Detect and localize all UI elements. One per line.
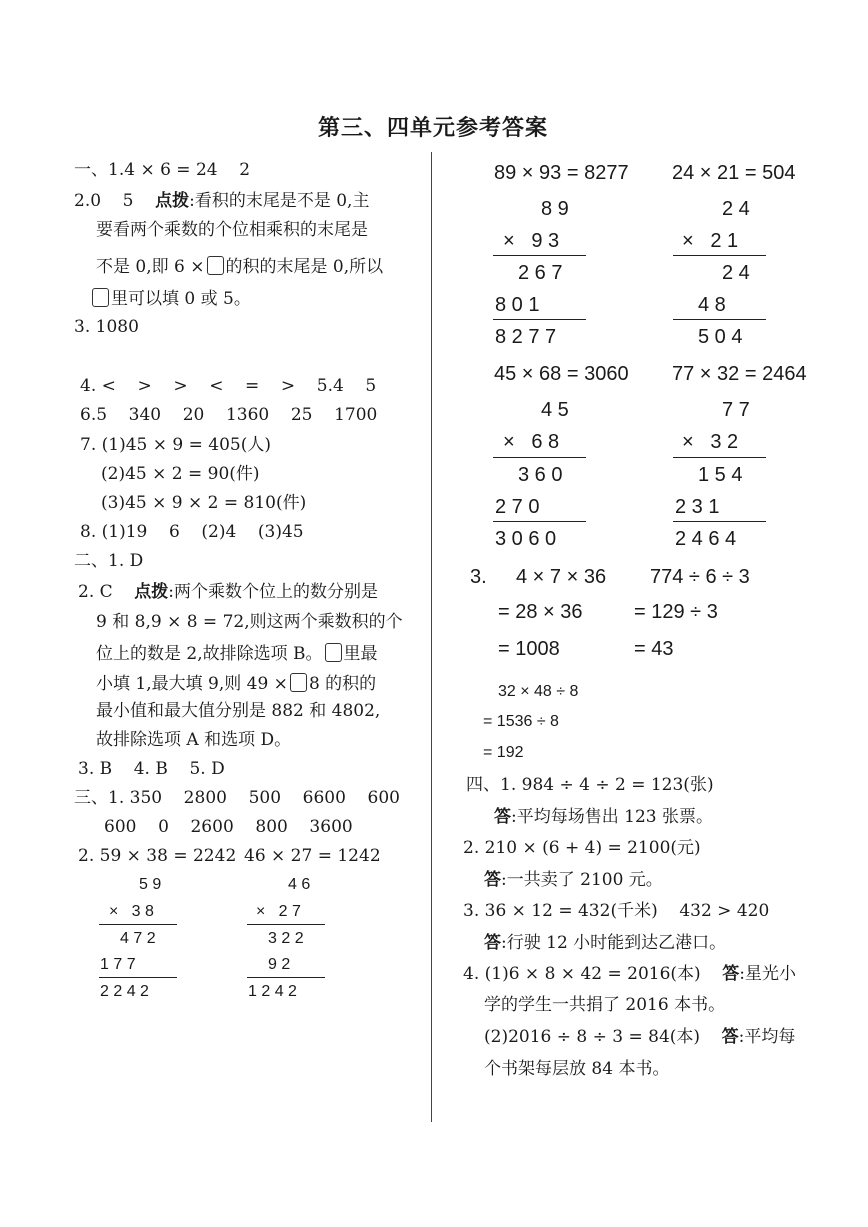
multiplicand: 8 9 xyxy=(541,198,569,220)
multiplier: × 9 3 xyxy=(503,230,560,252)
answer-text: 小填 1,最大填 9,则 49 × xyxy=(96,674,288,694)
answer-3-2a: 2. 59 × 38 = 2242 xyxy=(78,846,237,866)
answer-text: 里可以填 0 或 5。 xyxy=(111,289,251,309)
answer-text: 不是 0,即 6 × xyxy=(96,257,205,277)
calc-step: = 1536 ÷ 8 xyxy=(483,713,559,730)
answer-4-1: 四、1. 984 ÷ 4 ÷ 2 = 123(张) xyxy=(466,775,714,795)
answer-label: 答 xyxy=(484,870,501,890)
rule-line xyxy=(673,255,766,256)
answer-label: 答 xyxy=(721,1027,739,1047)
partial-product: 4 8 xyxy=(698,294,726,316)
column-divider xyxy=(431,152,432,1122)
answer-1-3: 3. 1080 xyxy=(74,317,139,337)
answer-1-8: 8. (1)19 6 (2)4 (3)45 xyxy=(80,522,304,542)
partial-product: 2 3 1 xyxy=(675,496,720,518)
multiplier: × 6 8 xyxy=(503,431,560,453)
rule-line xyxy=(673,457,766,458)
partial-product: 3 2 2 xyxy=(268,930,304,947)
rule-line xyxy=(99,924,177,925)
rule-line xyxy=(493,521,586,522)
multiplicand: 4 6 xyxy=(288,876,311,893)
answer-line xyxy=(484,872,663,889)
answer-line: 学的学生一共捐了 2016 本书。 xyxy=(484,995,726,1015)
product: 5 0 4 xyxy=(698,326,743,348)
rule-line xyxy=(493,457,586,458)
answer-1-6: 6.5 340 20 1360 25 1700 xyxy=(80,405,378,425)
equation: 89 × 93 = 8277 xyxy=(494,162,629,184)
multiplier: × 3 2 xyxy=(682,431,739,453)
partial-product: 2 6 7 xyxy=(518,262,563,284)
blank-box xyxy=(325,643,342,662)
answer-text: (2)2016 ÷ 8 ÷ 3 = 84(本) xyxy=(484,1027,701,1047)
equation: 24 × 21 = 504 xyxy=(672,162,796,184)
product: 3 0 6 0 xyxy=(495,528,557,550)
answer-text: 2. C xyxy=(78,582,135,602)
answer-4-4 xyxy=(463,966,796,983)
product: 1 2 4 2 xyxy=(248,983,297,1000)
answer-2-1: 二、1. D xyxy=(74,551,144,571)
equation: 77 × 32 = 2464 xyxy=(672,363,807,385)
answer-text: :行驶 12 小时能到达乙港口。 xyxy=(501,933,727,953)
product: 2 2 4 2 xyxy=(100,983,149,1000)
calc-step: 32 × 48 ÷ 8 xyxy=(498,683,579,700)
rule-line xyxy=(493,255,586,256)
answer-line xyxy=(96,673,376,693)
multiplicand: 7 7 xyxy=(722,399,750,421)
answer-line xyxy=(484,1029,795,1046)
answer-1-1: 一、1.4 × 6 = 24 2 xyxy=(74,160,251,180)
answer-line xyxy=(96,643,378,663)
partial-product: 2 7 0 xyxy=(495,496,540,518)
rule-line xyxy=(673,521,766,522)
multiplicand: 4 5 xyxy=(541,399,569,421)
partial-product: 4 7 2 xyxy=(120,930,156,947)
blank-box xyxy=(290,673,307,692)
answer-line xyxy=(92,288,251,308)
answer-text: 2.0 5 xyxy=(74,191,156,211)
answer-text: 8 的积的 xyxy=(308,674,377,694)
answer-1-7: 7. (1)45 × 9 = 405(人) xyxy=(80,435,271,455)
answer-line: 600 0 2600 800 3600 xyxy=(104,817,353,837)
answer-text: :星光小 xyxy=(739,964,797,984)
calc-step: 774 ÷ 6 ÷ 3 xyxy=(650,566,750,588)
answer-label: 答 xyxy=(722,964,740,984)
multiplier: × 2 1 xyxy=(682,230,739,252)
answer-text: 4. (1)6 × 8 × 42 = 2016(本) xyxy=(463,964,701,984)
product: 8 2 7 7 xyxy=(495,326,557,348)
answer-line: (3)45 × 9 × 2 = 810(件) xyxy=(101,493,307,513)
answer-line: (2)45 × 2 = 90(件) xyxy=(101,464,260,484)
multiplicand: 2 4 xyxy=(722,198,750,220)
item-number: 3. xyxy=(470,566,487,588)
answer-3-1: 三、1. 350 2800 500 6600 600 xyxy=(74,788,400,808)
answer-text: :一共卖了 2100 元。 xyxy=(501,870,663,890)
answer-line: 最小值和最大值分别是 882 和 4802, xyxy=(96,701,381,721)
partial-product: 3 6 0 xyxy=(518,464,563,486)
partial-product: 9 2 xyxy=(268,956,291,973)
answer-line xyxy=(484,935,726,952)
answer-line xyxy=(96,256,383,276)
answer-label: 答 xyxy=(484,933,501,953)
answer-text: :看积的末尾是不是 0,主 xyxy=(189,191,370,211)
answer-text: 的积的末尾是 0,所以 xyxy=(225,257,384,277)
multiplier: × 2 7 xyxy=(256,903,301,920)
calc-step: = 1008 xyxy=(498,638,560,660)
calc-step: = 43 xyxy=(634,638,674,660)
partial-product: 1 7 7 xyxy=(100,956,136,973)
calc-step: = 28 × 36 xyxy=(498,601,583,623)
answer-line: 9 和 8,9 × 8 = 72,则这两个乘数积的个 xyxy=(96,612,403,632)
answer-line xyxy=(494,809,713,826)
answer-2-2 xyxy=(78,584,378,601)
page-title: 第三、四单元参考答案 xyxy=(318,116,549,141)
answer-text: :平均每场售出 123 张票。 xyxy=(511,807,713,827)
product: 2 4 6 4 xyxy=(675,528,737,550)
answer-3-2b: 46 × 27 = 1242 xyxy=(244,846,381,866)
answer-line: 故排除选项 A 和选项 D。 xyxy=(96,730,292,750)
hint-label: 点拨 xyxy=(134,582,169,602)
calc-step: 4 × 7 × 36 xyxy=(516,566,607,588)
answer-text: :两个乘数个位上的数分别是 xyxy=(168,582,378,602)
answer-label: 答 xyxy=(494,807,511,827)
partial-product: 2 4 xyxy=(722,262,750,284)
answer-1-4: 4. < > > < = > 5.4 5 xyxy=(80,376,377,396)
multiplier: × 3 8 xyxy=(109,903,154,920)
rule-line xyxy=(99,977,177,978)
hint-label: 点拨 xyxy=(155,191,190,211)
calc-step: = 129 ÷ 3 xyxy=(634,601,718,623)
answer-text: 里最 xyxy=(343,644,378,664)
answer-2-3: 3. B 4. B 5. D xyxy=(78,759,225,779)
answer-text: 位上的数是 2,故排除选项 B。 xyxy=(96,644,323,664)
answer-text: :平均每 xyxy=(738,1027,796,1047)
rule-line xyxy=(673,319,766,320)
answer-4-3: 3. 36 × 12 = 432(千米) 432 > 420 xyxy=(463,901,770,921)
calc-step: = 192 xyxy=(483,744,524,761)
answer-line: 要看两个乘数的个位相乘积的末尾是 xyxy=(96,220,368,240)
answer-4-2: 2. 210 × (6 + 4) = 2100(元) xyxy=(463,838,701,858)
rule-line xyxy=(493,319,586,320)
equation: 45 × 68 = 3060 xyxy=(494,363,629,385)
partial-product: 8 0 1 xyxy=(495,294,540,316)
partial-product: 1 5 4 xyxy=(698,464,743,486)
blank-box xyxy=(207,256,224,275)
rule-line xyxy=(247,977,325,978)
answer-line: 个书架每层放 84 本书。 xyxy=(484,1059,670,1079)
answer-1-2 xyxy=(74,193,369,210)
rule-line xyxy=(247,924,325,925)
blank-box xyxy=(92,288,109,307)
multiplicand: 5 9 xyxy=(139,876,162,893)
